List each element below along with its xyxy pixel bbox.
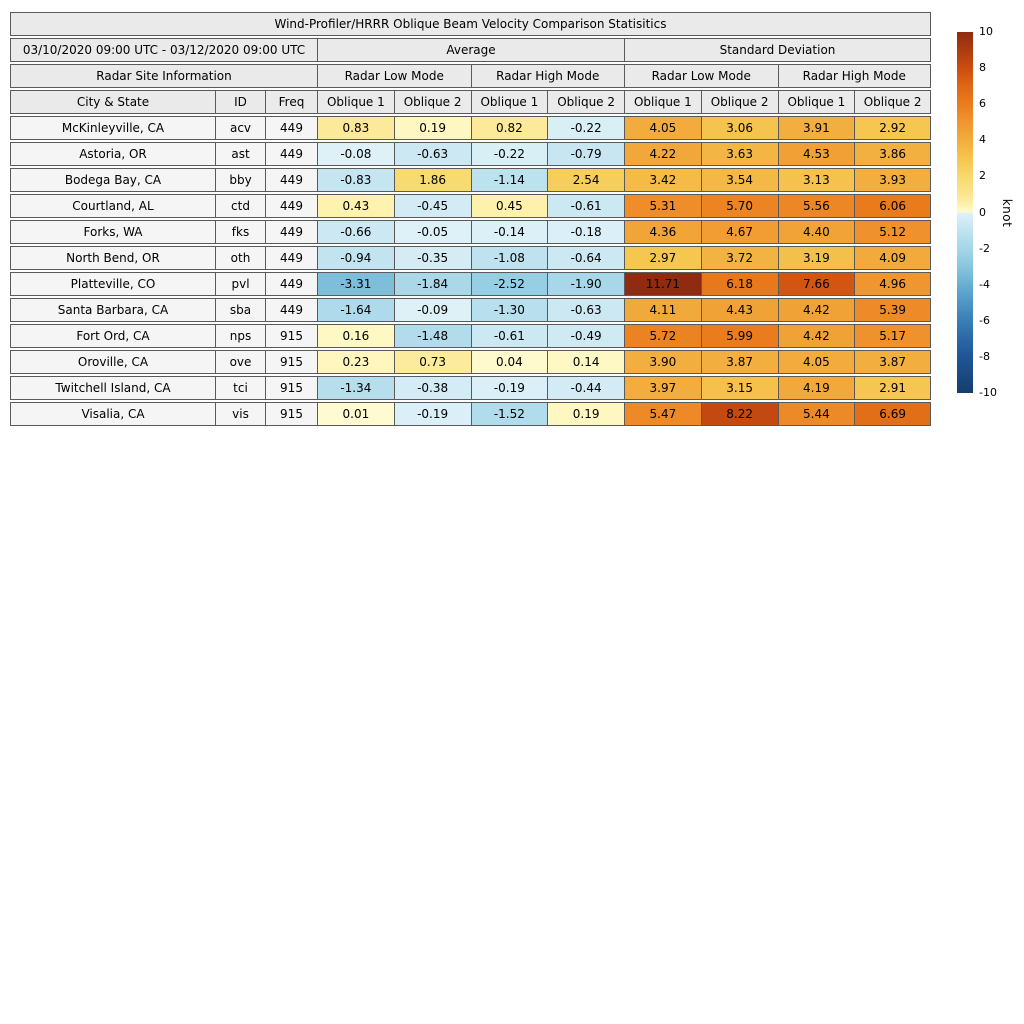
value-cell: -0.61 — [547, 194, 624, 218]
value-cell: -0.08 — [317, 142, 394, 166]
value-cell: 3.72 — [701, 246, 778, 270]
table-row — [10, 272, 931, 296]
value-cell: 3.87 — [854, 350, 931, 374]
value-cell: 0.45 — [471, 194, 548, 218]
value-cell: 3.54 — [701, 168, 778, 192]
std-low-mode-label: Radar Low Mode — [624, 64, 778, 88]
value-cell: -0.49 — [547, 324, 624, 348]
value-cell: -0.94 — [317, 246, 394, 270]
city-cell: Oroville, CA — [10, 350, 215, 374]
value-cell: 0.14 — [547, 350, 624, 374]
value-cell: 4.05 — [624, 116, 701, 140]
value-cell: -0.19 — [394, 402, 471, 426]
value-cell: -0.66 — [317, 220, 394, 244]
city-cell: Astoria, OR — [10, 142, 215, 166]
colorbar-tick-label: -4 — [979, 277, 990, 291]
value-cell: -0.09 — [394, 298, 471, 322]
city-cell: McKinleyville, CA — [10, 116, 215, 140]
value-cell: -0.61 — [471, 324, 548, 348]
colorbar-tick-label: -10 — [979, 386, 997, 399]
table-row — [10, 298, 931, 322]
period-label: 03/10/2020 09:00 UTC - 03/12/2020 09:00 UTC — [10, 38, 317, 62]
id-cell: acv — [215, 116, 265, 140]
value-cell: 0.73 — [394, 350, 471, 374]
value-cell: 3.90 — [624, 350, 701, 374]
value-cell: 3.19 — [778, 246, 855, 270]
colorbar-tick-label: -6 — [979, 313, 990, 327]
value-cell: -1.30 — [471, 298, 548, 322]
value-cell: 3.91 — [778, 116, 855, 140]
column-header-row — [10, 90, 931, 114]
oblique2-header: Oblique 2 — [854, 90, 931, 114]
city-cell: Santa Barbara, CA — [10, 298, 215, 322]
value-cell: 4.05 — [778, 350, 855, 374]
table-title: Wind-Profiler/HRRR Oblique Beam Velocity Comparison Statisitics — [10, 12, 931, 36]
value-cell: 4.53 — [778, 142, 855, 166]
value-cell: 0.04 — [471, 350, 548, 374]
value-cell: 5.12 — [854, 220, 931, 244]
value-cell: 3.86 — [854, 142, 931, 166]
value-cell: -1.14 — [471, 168, 548, 192]
colorbar — [957, 25, 1014, 399]
group-header-row — [10, 38, 931, 62]
value-cell: 6.69 — [854, 402, 931, 426]
value-cell: 2.92 — [854, 116, 931, 140]
value-cell: -3.31 — [317, 272, 394, 296]
colorbar-tick-label: 4 — [979, 133, 986, 147]
value-cell: 0.19 — [394, 116, 471, 140]
city-cell: Platteville, CO — [10, 272, 215, 296]
city-cell: Fort Ord, CA — [10, 324, 215, 348]
table-row — [10, 168, 931, 192]
value-cell: -2.52 — [471, 272, 548, 296]
value-cell: -1.84 — [394, 272, 471, 296]
value-cell: -0.14 — [471, 220, 548, 244]
value-cell: -0.05 — [394, 220, 471, 244]
value-cell: 5.70 — [701, 194, 778, 218]
value-cell: 4.43 — [701, 298, 778, 322]
group-average-label: Average — [317, 38, 624, 62]
value-cell: 0.83 — [317, 116, 394, 140]
colorbar-tick-label: -8 — [979, 349, 990, 363]
table-row — [10, 142, 931, 166]
value-cell: -0.22 — [471, 142, 548, 166]
value-cell: -0.44 — [547, 376, 624, 400]
value-cell: -1.48 — [394, 324, 471, 348]
table-row — [10, 116, 931, 140]
avg-high-mode-label: Radar High Mode — [471, 64, 625, 88]
value-cell: 3.13 — [778, 168, 855, 192]
value-cell: 5.47 — [624, 402, 701, 426]
value-cell: 0.82 — [471, 116, 548, 140]
colorbar-tick-label: 2 — [979, 169, 986, 183]
value-cell: 3.63 — [701, 142, 778, 166]
title-row — [10, 12, 931, 36]
table-row — [10, 220, 931, 244]
value-cell: 4.11 — [624, 298, 701, 322]
value-cell: 11.71 — [624, 272, 701, 296]
group-stddev-label: Standard Deviation — [624, 38, 931, 62]
value-cell: 4.22 — [624, 142, 701, 166]
id-cell: nps — [215, 324, 265, 348]
value-cell: 2.97 — [624, 246, 701, 270]
value-cell: 0.01 — [317, 402, 394, 426]
value-cell: 0.43 — [317, 194, 394, 218]
city-cell: Courtland, AL — [10, 194, 215, 218]
value-cell: 3.42 — [624, 168, 701, 192]
freq-cell: 449 — [265, 246, 317, 270]
value-cell: 1.86 — [394, 168, 471, 192]
value-cell: -0.38 — [394, 376, 471, 400]
value-cell: 0.16 — [317, 324, 394, 348]
freq-cell: 449 — [265, 298, 317, 322]
value-cell: 8.22 — [701, 402, 778, 426]
oblique1-header: Oblique 1 — [471, 90, 548, 114]
colorbar-tick-label: 0 — [979, 205, 986, 219]
value-cell: 5.56 — [778, 194, 855, 218]
value-cell: -0.83 — [317, 168, 394, 192]
value-cell: 4.42 — [778, 324, 855, 348]
value-cell: -0.22 — [547, 116, 624, 140]
value-cell: 5.39 — [854, 298, 931, 322]
city-cell: Visalia, CA — [10, 402, 215, 426]
value-cell: 4.36 — [624, 220, 701, 244]
value-cell: 0.19 — [547, 402, 624, 426]
value-cell: -1.34 — [317, 376, 394, 400]
value-cell: 5.99 — [701, 324, 778, 348]
colorbar-gradient — [957, 32, 973, 393]
value-cell: 4.96 — [854, 272, 931, 296]
table-row — [10, 246, 931, 270]
value-cell: -1.08 — [471, 246, 548, 270]
city-cell: North Bend, OR — [10, 246, 215, 270]
value-cell: -0.63 — [547, 298, 624, 322]
freq-cell: 449 — [265, 142, 317, 166]
colorbar-tick-label: 10 — [979, 25, 993, 38]
freq-cell: 449 — [265, 220, 317, 244]
value-cell: -0.64 — [547, 246, 624, 270]
value-cell: 4.40 — [778, 220, 855, 244]
avg-low-mode-label: Radar Low Mode — [317, 64, 471, 88]
freq-cell: 449 — [265, 168, 317, 192]
colorbar-tick-label: 8 — [979, 61, 986, 75]
value-cell: 3.87 — [701, 350, 778, 374]
value-cell: -0.45 — [394, 194, 471, 218]
mode-header-row — [10, 64, 931, 88]
freq-cell: 915 — [265, 402, 317, 426]
table-row — [10, 194, 931, 218]
id-cell: ast — [215, 142, 265, 166]
value-cell: -1.64 — [317, 298, 394, 322]
oblique1-header: Oblique 1 — [317, 90, 394, 114]
id-cell: ove — [215, 350, 265, 374]
value-cell: 6.18 — [701, 272, 778, 296]
stats-table — [10, 10, 931, 428]
value-cell: -0.19 — [471, 376, 548, 400]
value-cell: 3.93 — [854, 168, 931, 192]
value-cell: -0.79 — [547, 142, 624, 166]
value-cell: 4.09 — [854, 246, 931, 270]
oblique1-header: Oblique 1 — [778, 90, 855, 114]
table-row — [10, 350, 931, 374]
value-cell: 4.42 — [778, 298, 855, 322]
id-cell: tci — [215, 376, 265, 400]
id-cell: fks — [215, 220, 265, 244]
table-row — [10, 402, 931, 426]
value-cell: 3.06 — [701, 116, 778, 140]
colorbar-tick-label: 6 — [979, 97, 986, 111]
id-cell: oth — [215, 246, 265, 270]
oblique1-header: Oblique 1 — [624, 90, 701, 114]
id-cell: vis — [215, 402, 265, 426]
value-cell: 4.67 — [701, 220, 778, 244]
colorbar-unit-label: knot — [1000, 198, 1014, 227]
value-cell: 5.17 — [854, 324, 931, 348]
freq-cell: 449 — [265, 272, 317, 296]
id-cell: bby — [215, 168, 265, 192]
city-cell: Bodega Bay, CA — [10, 168, 215, 192]
value-cell: 2.54 — [547, 168, 624, 192]
value-cell: -0.63 — [394, 142, 471, 166]
value-cell: -1.52 — [471, 402, 548, 426]
city-cell: Twitchell Island, CA — [10, 376, 215, 400]
city-cell: Forks, WA — [10, 220, 215, 244]
table-row — [10, 324, 931, 348]
freq-cell: 915 — [265, 350, 317, 374]
site-info-label: Radar Site Information — [10, 64, 317, 88]
col-city-header: City & State — [10, 90, 215, 114]
id-cell: pvl — [215, 272, 265, 296]
value-cell: 4.19 — [778, 376, 855, 400]
value-cell: 5.72 — [624, 324, 701, 348]
value-cell: 5.44 — [778, 402, 855, 426]
freq-cell: 915 — [265, 324, 317, 348]
value-cell: 2.91 — [854, 376, 931, 400]
value-cell: -0.18 — [547, 220, 624, 244]
value-cell: 3.15 — [701, 376, 778, 400]
value-cell: 0.23 — [317, 350, 394, 374]
value-cell: 3.97 — [624, 376, 701, 400]
table-row — [10, 376, 931, 400]
value-cell: 7.66 — [778, 272, 855, 296]
oblique2-header: Oblique 2 — [394, 90, 471, 114]
oblique2-header: Oblique 2 — [547, 90, 624, 114]
value-cell: 5.31 — [624, 194, 701, 218]
freq-cell: 449 — [265, 116, 317, 140]
value-cell: -0.35 — [394, 246, 471, 270]
freq-cell: 915 — [265, 376, 317, 400]
oblique2-header: Oblique 2 — [701, 90, 778, 114]
std-high-mode-label: Radar High Mode — [778, 64, 932, 88]
id-cell: sba — [215, 298, 265, 322]
col-id-header: ID — [215, 90, 265, 114]
value-cell: 6.06 — [854, 194, 931, 218]
freq-cell: 449 — [265, 194, 317, 218]
id-cell: ctd — [215, 194, 265, 218]
col-freq-header: Freq — [265, 90, 317, 114]
value-cell: -1.90 — [547, 272, 624, 296]
colorbar-tick-label: -2 — [979, 241, 990, 255]
